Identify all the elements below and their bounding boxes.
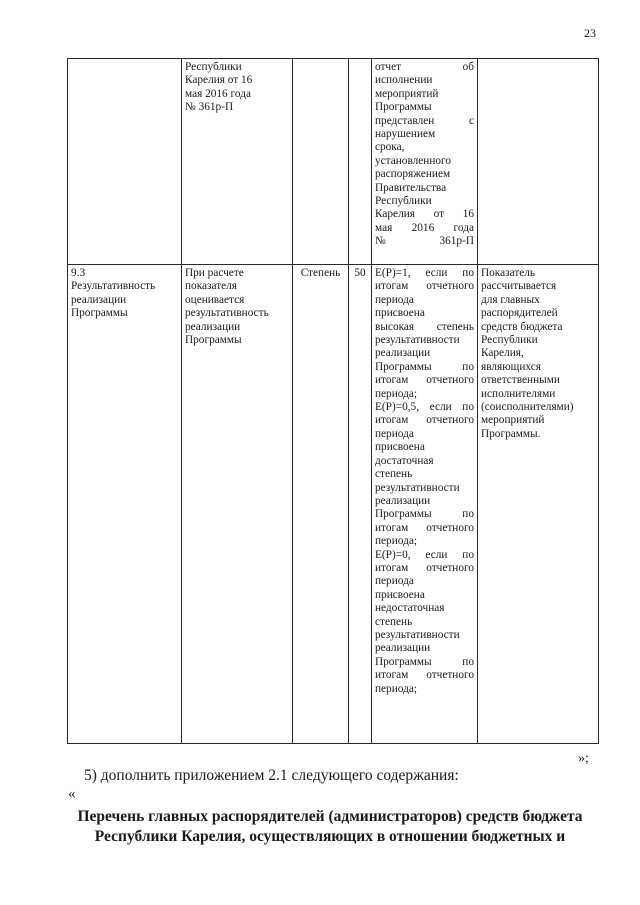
cell-line: Программы по [375, 508, 474, 521]
cell-line: реализации [375, 642, 431, 655]
cell-line: степень [375, 468, 413, 481]
cell-line: Программы по [375, 360, 474, 373]
cell-line: итогам отчетного [375, 561, 474, 574]
cell-line: результативности [375, 628, 460, 641]
cell-line: периода; [375, 682, 417, 695]
cell-row2-indicator [68, 265, 182, 744]
cell-line: реализации [375, 347, 431, 360]
cell-line: При расчете [185, 267, 244, 279]
cell-line: Республики [481, 334, 538, 347]
cell-line: Республики [375, 195, 432, 208]
cell-line: E(P)=1, если по [375, 267, 474, 279]
cell-line: для главных [481, 293, 540, 306]
cell-row2-source [182, 265, 293, 744]
cell-row1-weight [349, 59, 372, 265]
cell-line: Правительства [375, 181, 447, 194]
cell-line: периода; [375, 387, 417, 400]
cell-line: Программы [71, 307, 128, 320]
cell-line: распоряжением [375, 168, 451, 181]
cell-line: 9.3 [71, 267, 86, 279]
cell-row1-notes [478, 59, 599, 265]
cell-line: мероприятий [375, 87, 439, 100]
cell-line: мая 2016 года [185, 87, 251, 100]
cell-row1-indicator [68, 59, 182, 265]
cell-line: присвоена [375, 588, 425, 601]
section-heading [60, 807, 600, 847]
cell-line: рассчитывается [481, 280, 557, 293]
cell-line: итогам отчетного [375, 374, 474, 387]
cell-line: средств бюджета [481, 320, 563, 333]
cell-line: Карелия от 16 [185, 74, 253, 87]
cell-line: ответственными [481, 374, 560, 387]
cell-line: итогам отчетного [375, 414, 474, 427]
cell-line: E(P)=0,5, если по [375, 401, 474, 414]
cell-line: E(P)=0, если по [375, 548, 474, 561]
cell-line: исполнении [375, 74, 433, 87]
cell-line: оценивается [185, 293, 245, 306]
cell-line: Показатель [481, 267, 536, 279]
cell-line: являющихся [481, 360, 541, 373]
cell-line: периода [375, 575, 414, 588]
cell-line: установленного [375, 154, 452, 167]
cell-row2-weight [349, 265, 372, 744]
cell-line: Карелия, [481, 347, 524, 360]
cell-line: степень [375, 615, 413, 628]
cell-line: Результативность [71, 280, 156, 293]
cell-line: итогам отчетного [375, 280, 474, 293]
heading-line: Республики Карелия, осуществляющих в отношении бюджетных и [94, 828, 566, 845]
cell-row1-criteria [372, 59, 478, 265]
cell-line: Программы. [481, 427, 541, 440]
cell-line: Программы [185, 334, 242, 347]
cell-line: присвоена [375, 307, 425, 320]
cell-line: присвоена [375, 441, 425, 454]
cell-line: Республики [185, 61, 242, 73]
amendment-paragraph: 5) дополнить приложением 2.1 следующего содержания: [84, 767, 459, 784]
cell-line: (соисполнителями) [481, 401, 574, 414]
table-row-9-3 [68, 265, 599, 744]
cell-line: Программы по [375, 655, 474, 668]
cell-row1-unit [293, 59, 349, 265]
cell-line: результативность [185, 307, 269, 320]
heading-line: Перечень главных распорядителей (администраторов) средств бюджета [77, 808, 583, 825]
cell-line: мая 2016 года [375, 221, 474, 234]
cell-line: отчет об [375, 61, 474, 73]
cell-line: высокая степень [375, 320, 474, 333]
cell-line: реализации [185, 320, 241, 333]
cell-line: мероприятий [481, 414, 545, 427]
cell-line: периода [375, 427, 414, 440]
cell-line: итогам отчетного [375, 521, 474, 534]
unit-value: Степень [300, 267, 341, 279]
indicator-table [67, 58, 599, 744]
cell-line: представлен с [375, 114, 474, 127]
cell-line: периода [375, 293, 414, 306]
cell-line: периода; [375, 535, 417, 548]
closing-quote-mark: »; [578, 751, 589, 766]
cell-line: Карелия от 16 [375, 208, 474, 221]
cell-row2-notes [478, 265, 599, 744]
cell-line: показателя [185, 280, 237, 293]
cell-line: результативности [375, 481, 460, 494]
cell-line: № 361р-П [375, 235, 474, 248]
cell-line: исполнителями [481, 387, 556, 400]
cell-line: достаточная [375, 454, 434, 467]
cell-line: № 361р-П [185, 101, 234, 114]
cell-row2-unit [293, 265, 349, 744]
cell-line: итогам отчетного [375, 669, 474, 682]
cell-line: реализации [71, 293, 127, 306]
cell-line: реализации [375, 494, 431, 507]
cell-row2-criteria [372, 265, 478, 744]
page-number: 23 [584, 26, 596, 40]
opening-quote-mark: « [68, 786, 76, 802]
cell-line: результативности [375, 334, 460, 347]
cell-row1-source [182, 59, 293, 265]
cell-line: срока, [375, 141, 405, 154]
table-row-continuation [68, 59, 599, 265]
weight-value: 50 [354, 267, 366, 279]
cell-line: распорядителей [481, 307, 558, 320]
cell-line: нарушением [375, 128, 436, 141]
cell-line: Программы [375, 101, 432, 114]
cell-line: недостаточная [375, 602, 445, 615]
